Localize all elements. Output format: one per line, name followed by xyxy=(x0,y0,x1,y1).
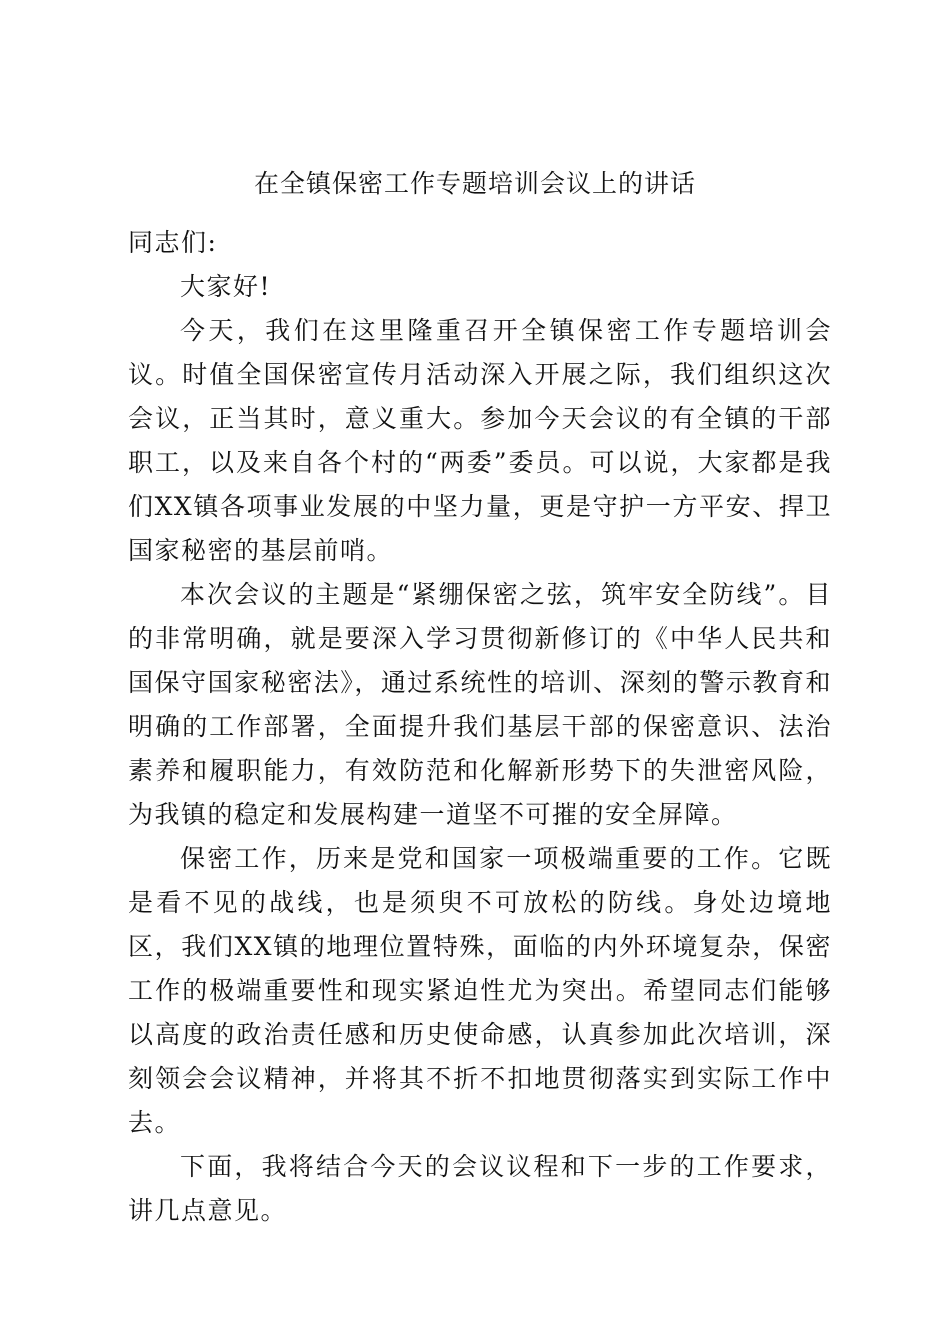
paragraph-importance: 保密工作，历来是党和国家一项极端重要的工作。它既是看不见的战线，也是须臾不可放松的防线。身处边境地区，我们XX镇的地理位置特殊，面临的内外环境复杂，保密工作的极端重要性和现实紧迫性尤为突出。希望同志们能够以高度的政治责任感和历史使命感，认真参加此次培训，深刻领会会议精神，并将其不折不扣地贯彻落实到实际工作中去。 xyxy=(128,844,832,1137)
paragraph-opening: 今天，我们在这里隆重召开全镇保密工作专题培训会议。时值全国保密宣传月活动深入开展之际，我们组织这次会议，正当其时，意义重大。参加今天会议的有全镇的干部职工，以及来自各个村的“两委”委员。可以说，大家都是我们XX镇各项事业发展的中坚力量，更是守护一方平安、捍卫国家秘密的基层前哨。 xyxy=(128,316,832,565)
salutation: 同志们: xyxy=(128,228,218,257)
document-body xyxy=(128,221,832,1233)
greeting: 大家好! xyxy=(180,272,272,301)
paragraph-theme: 本次会议的主题是“紧绷保密之弦，筑牢安全防线”。目的非常明确，就是要深入学习贯彻新修订的《中华人民共和国保守国家秘密法》，通过系统性的培训、深刻的警示教育和明确的工作部署，全面提升我们基层干部的保密意识、法治素养和履职能力，有效防范和化解新形势下的失泄密风险，为我镇的稳定和发展构建一道坚不可摧的安全屏障。 xyxy=(128,580,832,829)
document-title: 在全镇保密工作专题培训会议上的讲话 xyxy=(253,169,696,198)
paragraph-transition: 下面，我将结合今天的会议议程和下一步的工作要求，讲几点意见。 xyxy=(128,1152,832,1225)
